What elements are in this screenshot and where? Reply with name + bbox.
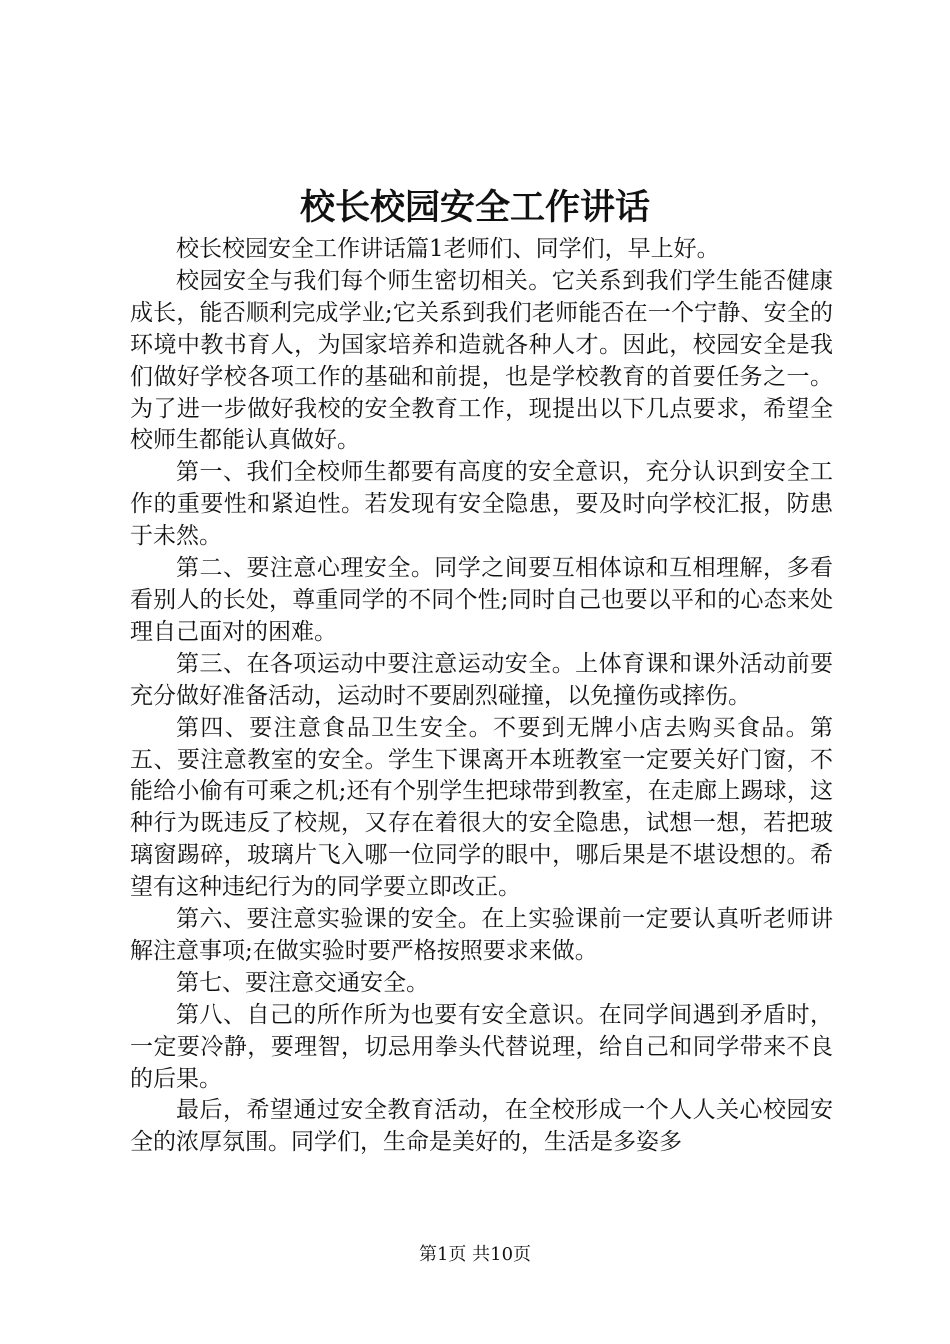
paragraph: 最后，希望通过安全教育活动，在全校形成一个人人关心校园安全的浓厚氛围。同学们，生命是美好的，生活是多姿多 bbox=[130, 1097, 833, 1156]
paragraph: 第八、自己的所作所为也要有安全意识。在同学间遇到矛盾时，一定要冷静，要理智，切忌用拳头代替说理，给自己和同学带来不良的后果。 bbox=[130, 1001, 833, 1092]
paragraph: 第四、要注意食品卫生安全。不要到无牌小店去购买食品。第五、要注意教室的安全。学生下课离开本班教室一定要关好门窗，不能给小偷有可乘之机;还有个别学生把球带到教室，在走廊上踢球，这种行为既违反了校规，又存在着很大的安全隐患，试想一想，若把玻璃窗踢碎，玻璃片飞入哪一位同学的眼中，哪后果是不堪设想的。希望有这种违纪行为的同学要立即改正。 bbox=[130, 714, 833, 901]
document-body bbox=[130, 234, 833, 1159]
paragraph: 第六、要注意实验课的安全。在上实验课前一定要认真听老师讲解注意事项;在做实验时要严格按照要求来做。 bbox=[130, 906, 833, 964]
page-footer: 第1页 共10页 bbox=[418, 1244, 532, 1265]
paragraph: 校长校园安全工作讲话篇1老师们、同学们，早上好。 bbox=[176, 236, 720, 262]
paragraph: 第三、在各项运动中要注意运动安全。上体育课和课外活动前要充分做好准备活动，运动时不要剧烈碰撞，以免撞伤或摔伤。 bbox=[130, 650, 833, 709]
paragraph: 第七、要注意交通安全。 bbox=[176, 969, 429, 996]
document-title: 校长校园安全工作讲话 bbox=[299, 187, 650, 228]
paragraph: 第一、我们全校师生都要有高度的安全意识，充分认识到安全工作的重要性和紧迫性。若发现有安全隐患，要及时向学校汇报，防患于未然。 bbox=[130, 459, 833, 550]
paragraph: 第二、要注意心理安全。同学之间要互相体谅和互相理解，多看看别人的长处，尊重同学的不同个性;同时自己也要以平和的心态来处理自己面对的困难。 bbox=[130, 555, 833, 645]
paragraph: 校园安全与我们每个师生密切相关。它关系到我们学生能否健康成长，能否顺利完成学业;它关系到我们老师能否在一个宁静、安全的环境中教书育人，为国家培养和造就各种人才。因此，校园安全是我们做好学校各项工作的基础和前提，也是学校教育的首要任务之一。为了进一步做好我校的安全教育工作，现提出以下几点要求，希望全校师生都能认真做好。 bbox=[130, 267, 833, 454]
